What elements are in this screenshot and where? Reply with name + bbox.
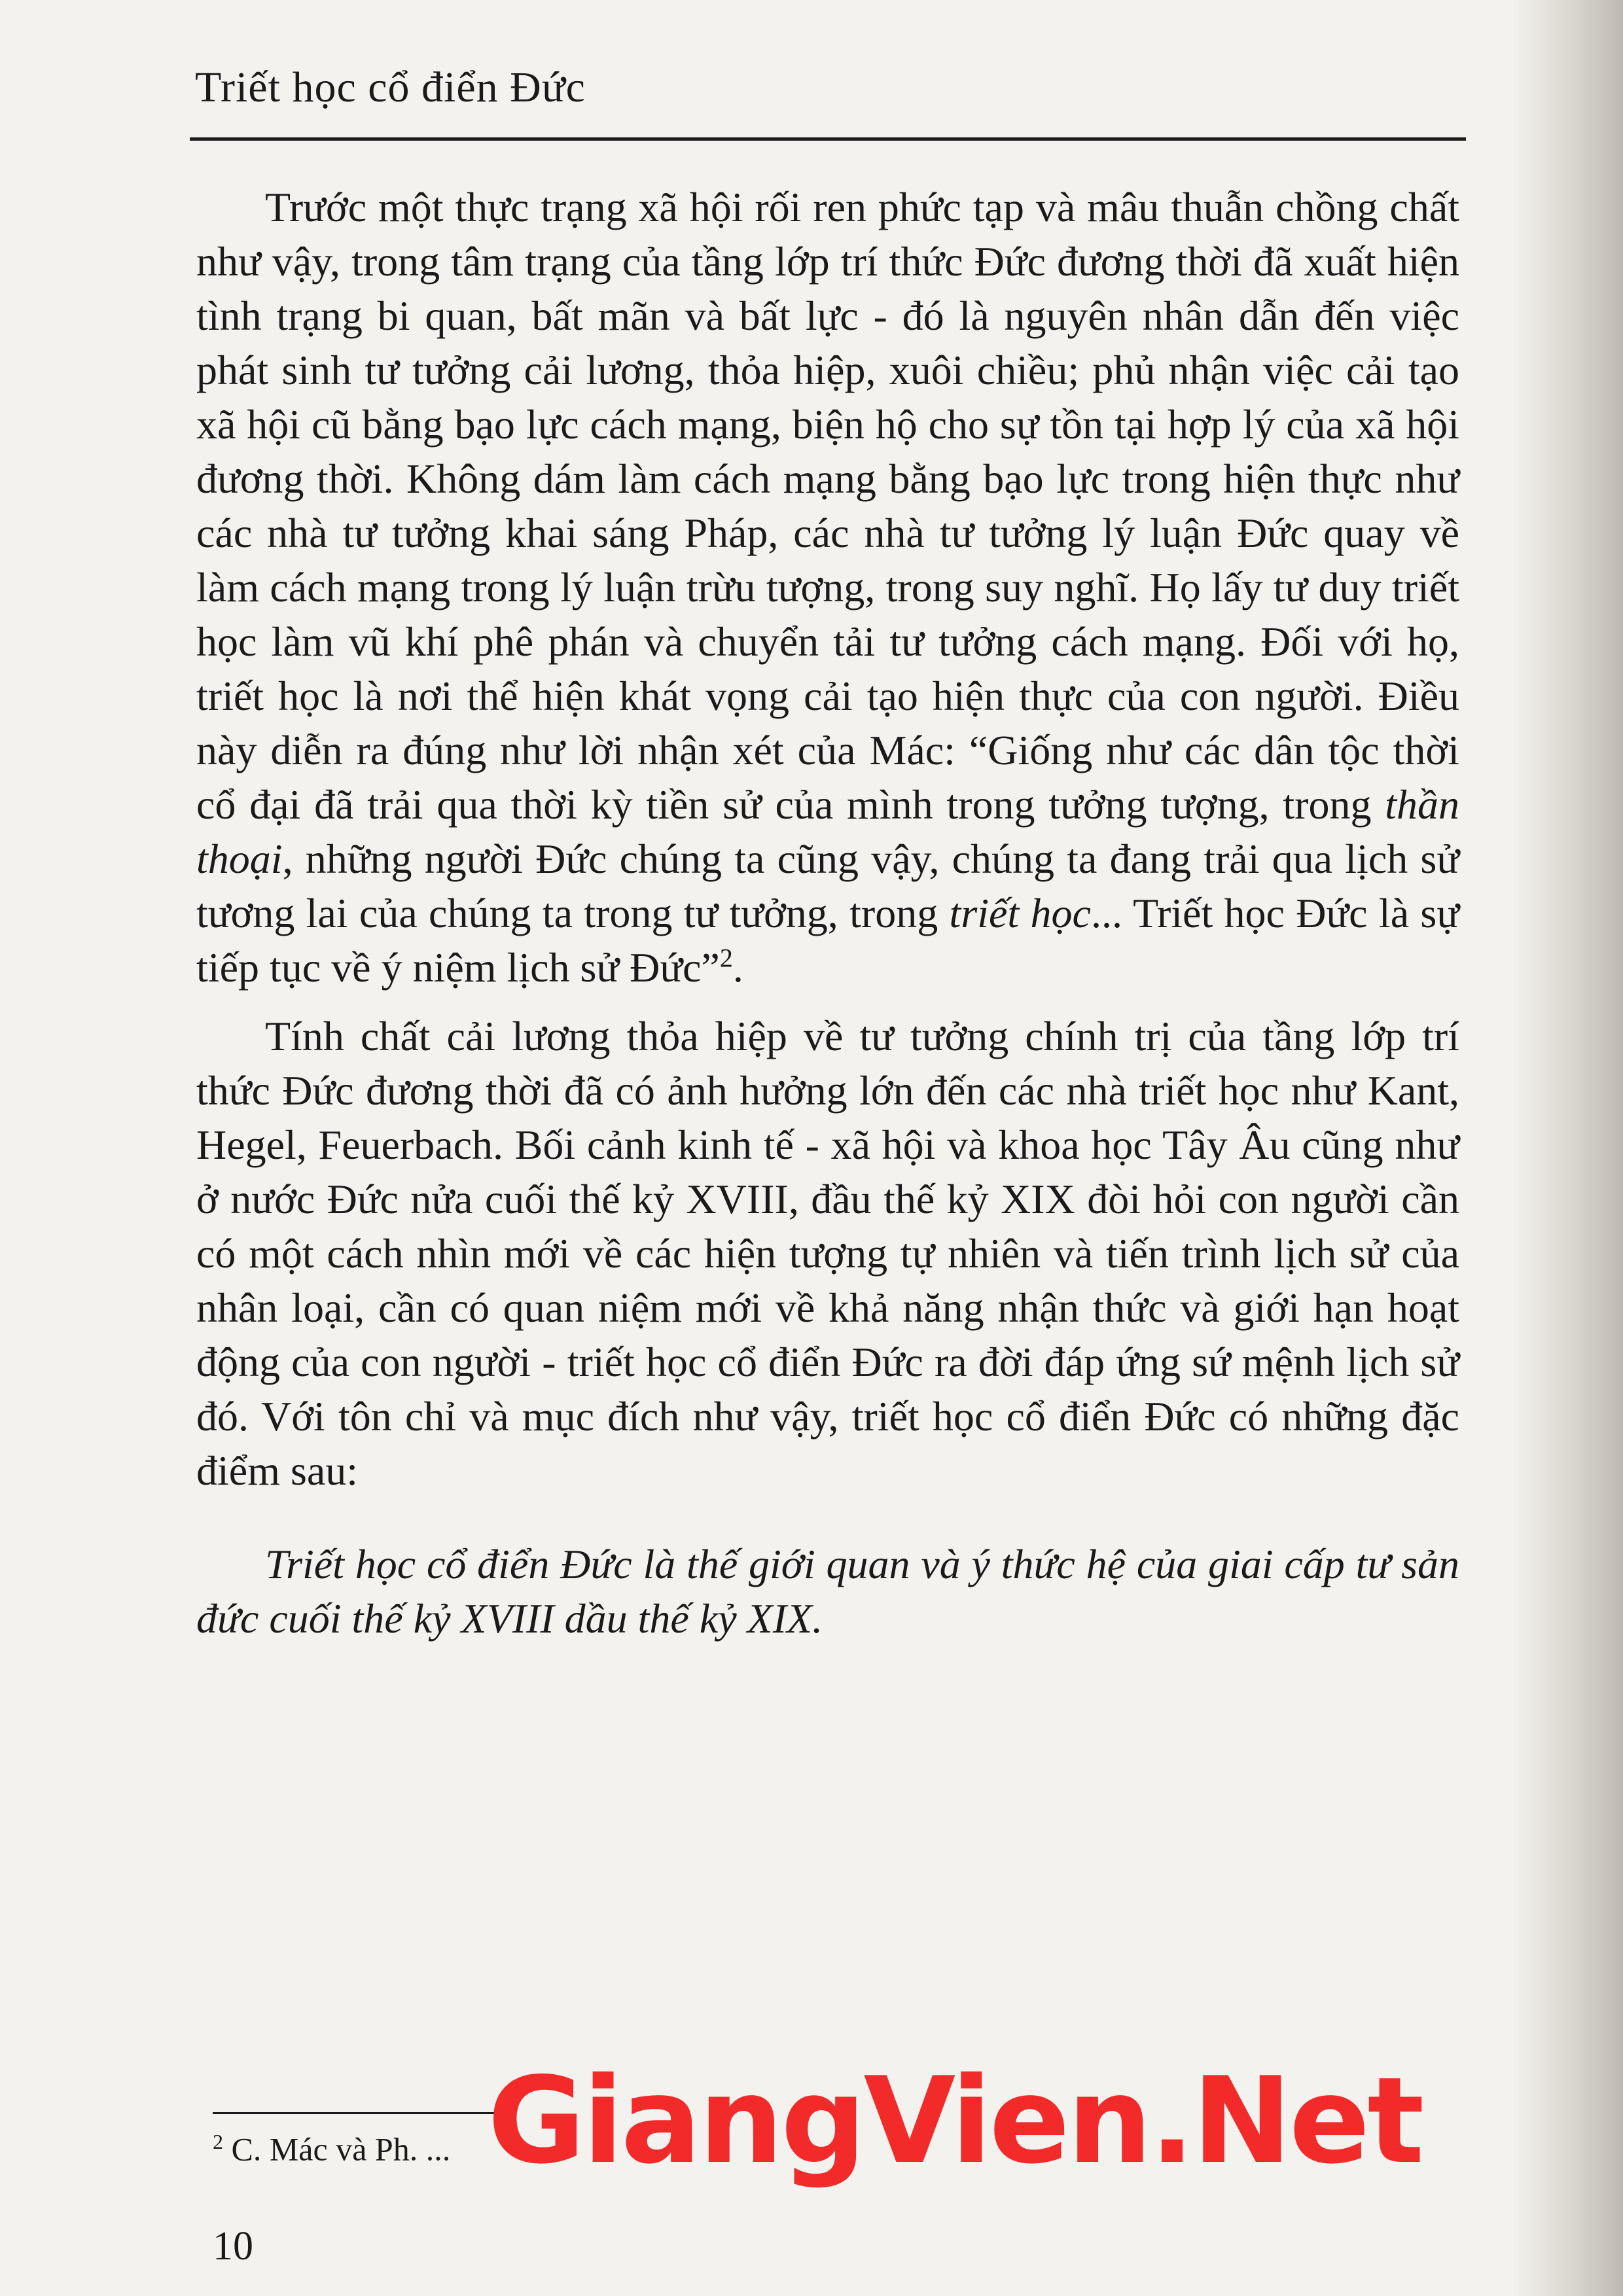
footnote-text: C. Mác và Ph. ... bbox=[223, 2130, 451, 2168]
paragraph-1-end: . bbox=[732, 944, 743, 991]
footnote-rule bbox=[213, 2112, 501, 2114]
page-number: 10 bbox=[213, 2224, 253, 2269]
paragraph-1-part-c: ... Triết học Đức là sự tiếp tục về ý niệm lịch sử Đức” bbox=[196, 890, 1460, 991]
paragraph-3-italic: Triết học cổ điển Đức là thế giới quan và ý thức hệ của giai cấp tư sản đức cuối thế kỷ XVIII dầu thế kỷ XIX. bbox=[196, 1541, 1459, 1642]
italic-triet-hoc: triết học bbox=[949, 890, 1091, 936]
page-edge-shadow bbox=[1512, 0, 1623, 2296]
running-header: Triết học cổ điển Đức bbox=[195, 63, 586, 111]
header-rule bbox=[190, 137, 1466, 141]
paragraph-1-part-b: , những người Đức chúng ta cũng vậy, chúng ta đang trải qua lịch sử tương lai của chúng ta trong tư tưởng, trong bbox=[196, 836, 1459, 936]
italic-than-thoai: thần thoại bbox=[196, 781, 1459, 882]
paragraph-1 bbox=[196, 180, 1459, 995]
body-text bbox=[196, 180, 1459, 1660]
paragraph-2: Tính chất cải lương thỏa hiệp về tư tưởng chính trị của tầng lớp trí thức Đức đương thời đã có ảnh hưởng lớn đến các nhà triết học như Kant, Hegel, Feuerbach. Bối cảnh kinh tế - xã hội và khoa học Tây Âu cũng như ở nước Đức nửa cuối thế kỷ XVIII, đầu thế kỷ XIX đòi hỏi con người cần có một cách nhìn mới về các hiện tượng tự nhiên và tiến trình lịch sử của nhân loại, cần có quan niệm mới về khả năng nhận thức và giới hạn hoạt động của con người - triết học cổ điển Đức ra đời đáp ứng sứ mệnh lịch sử đó. Với tôn chỉ và mục đích như vậy, triết học cổ điển Đức có những đặc điểm sau: bbox=[196, 1013, 1459, 1494]
watermark-logo: GiangVien.Net bbox=[488, 2051, 1422, 2190]
footnote-marker: 2 bbox=[213, 2130, 223, 2153]
paragraph-1-part-a: Trước một thực trạng xã hội rối ren phức tạp và mâu thuẫn chồng chất như vậy, trong tâm trạng của tầng lớp trí thức Đức đương thời đã xuất hiện tình trạng bi quan, bất mãn và bất lực - đó là nguyên nhân dẫn đến việc phát sinh tư tưởng cải lương, thỏa hiệp, xuôi chiều; phủ nhận việc cải tạo xã hội cũ bằng bạo lực cách mạng, biện hộ cho sự tồn tại hợp lý của xã hội đương thời. Không dám làm cách mạng bằng bạo lực trong hiện thực như các nhà tư tưởng khai sáng Pháp, các nhà tư tưởng lý luận Đức quay về làm cách mạng trong lý luận trừu tượng, trong suy nghĩ. Họ lấy tư duy triết học làm vũ khí phê phán và chuyển tải tư tưởng cách mạng. Đối với họ, triết học là nơi thể hiện khát vọng cải tạo hiện thực của con người. Điều này diễn ra đúng như lời nhận xét của Mác: “Giống như các dân tộc thời cổ đại đã trải qua thời kỳ tiền sử của mình trong tưởng tượng, trong bbox=[196, 184, 1459, 828]
footnote bbox=[213, 2130, 450, 2168]
footnote-reference[interactable]: 2 bbox=[719, 943, 733, 973]
